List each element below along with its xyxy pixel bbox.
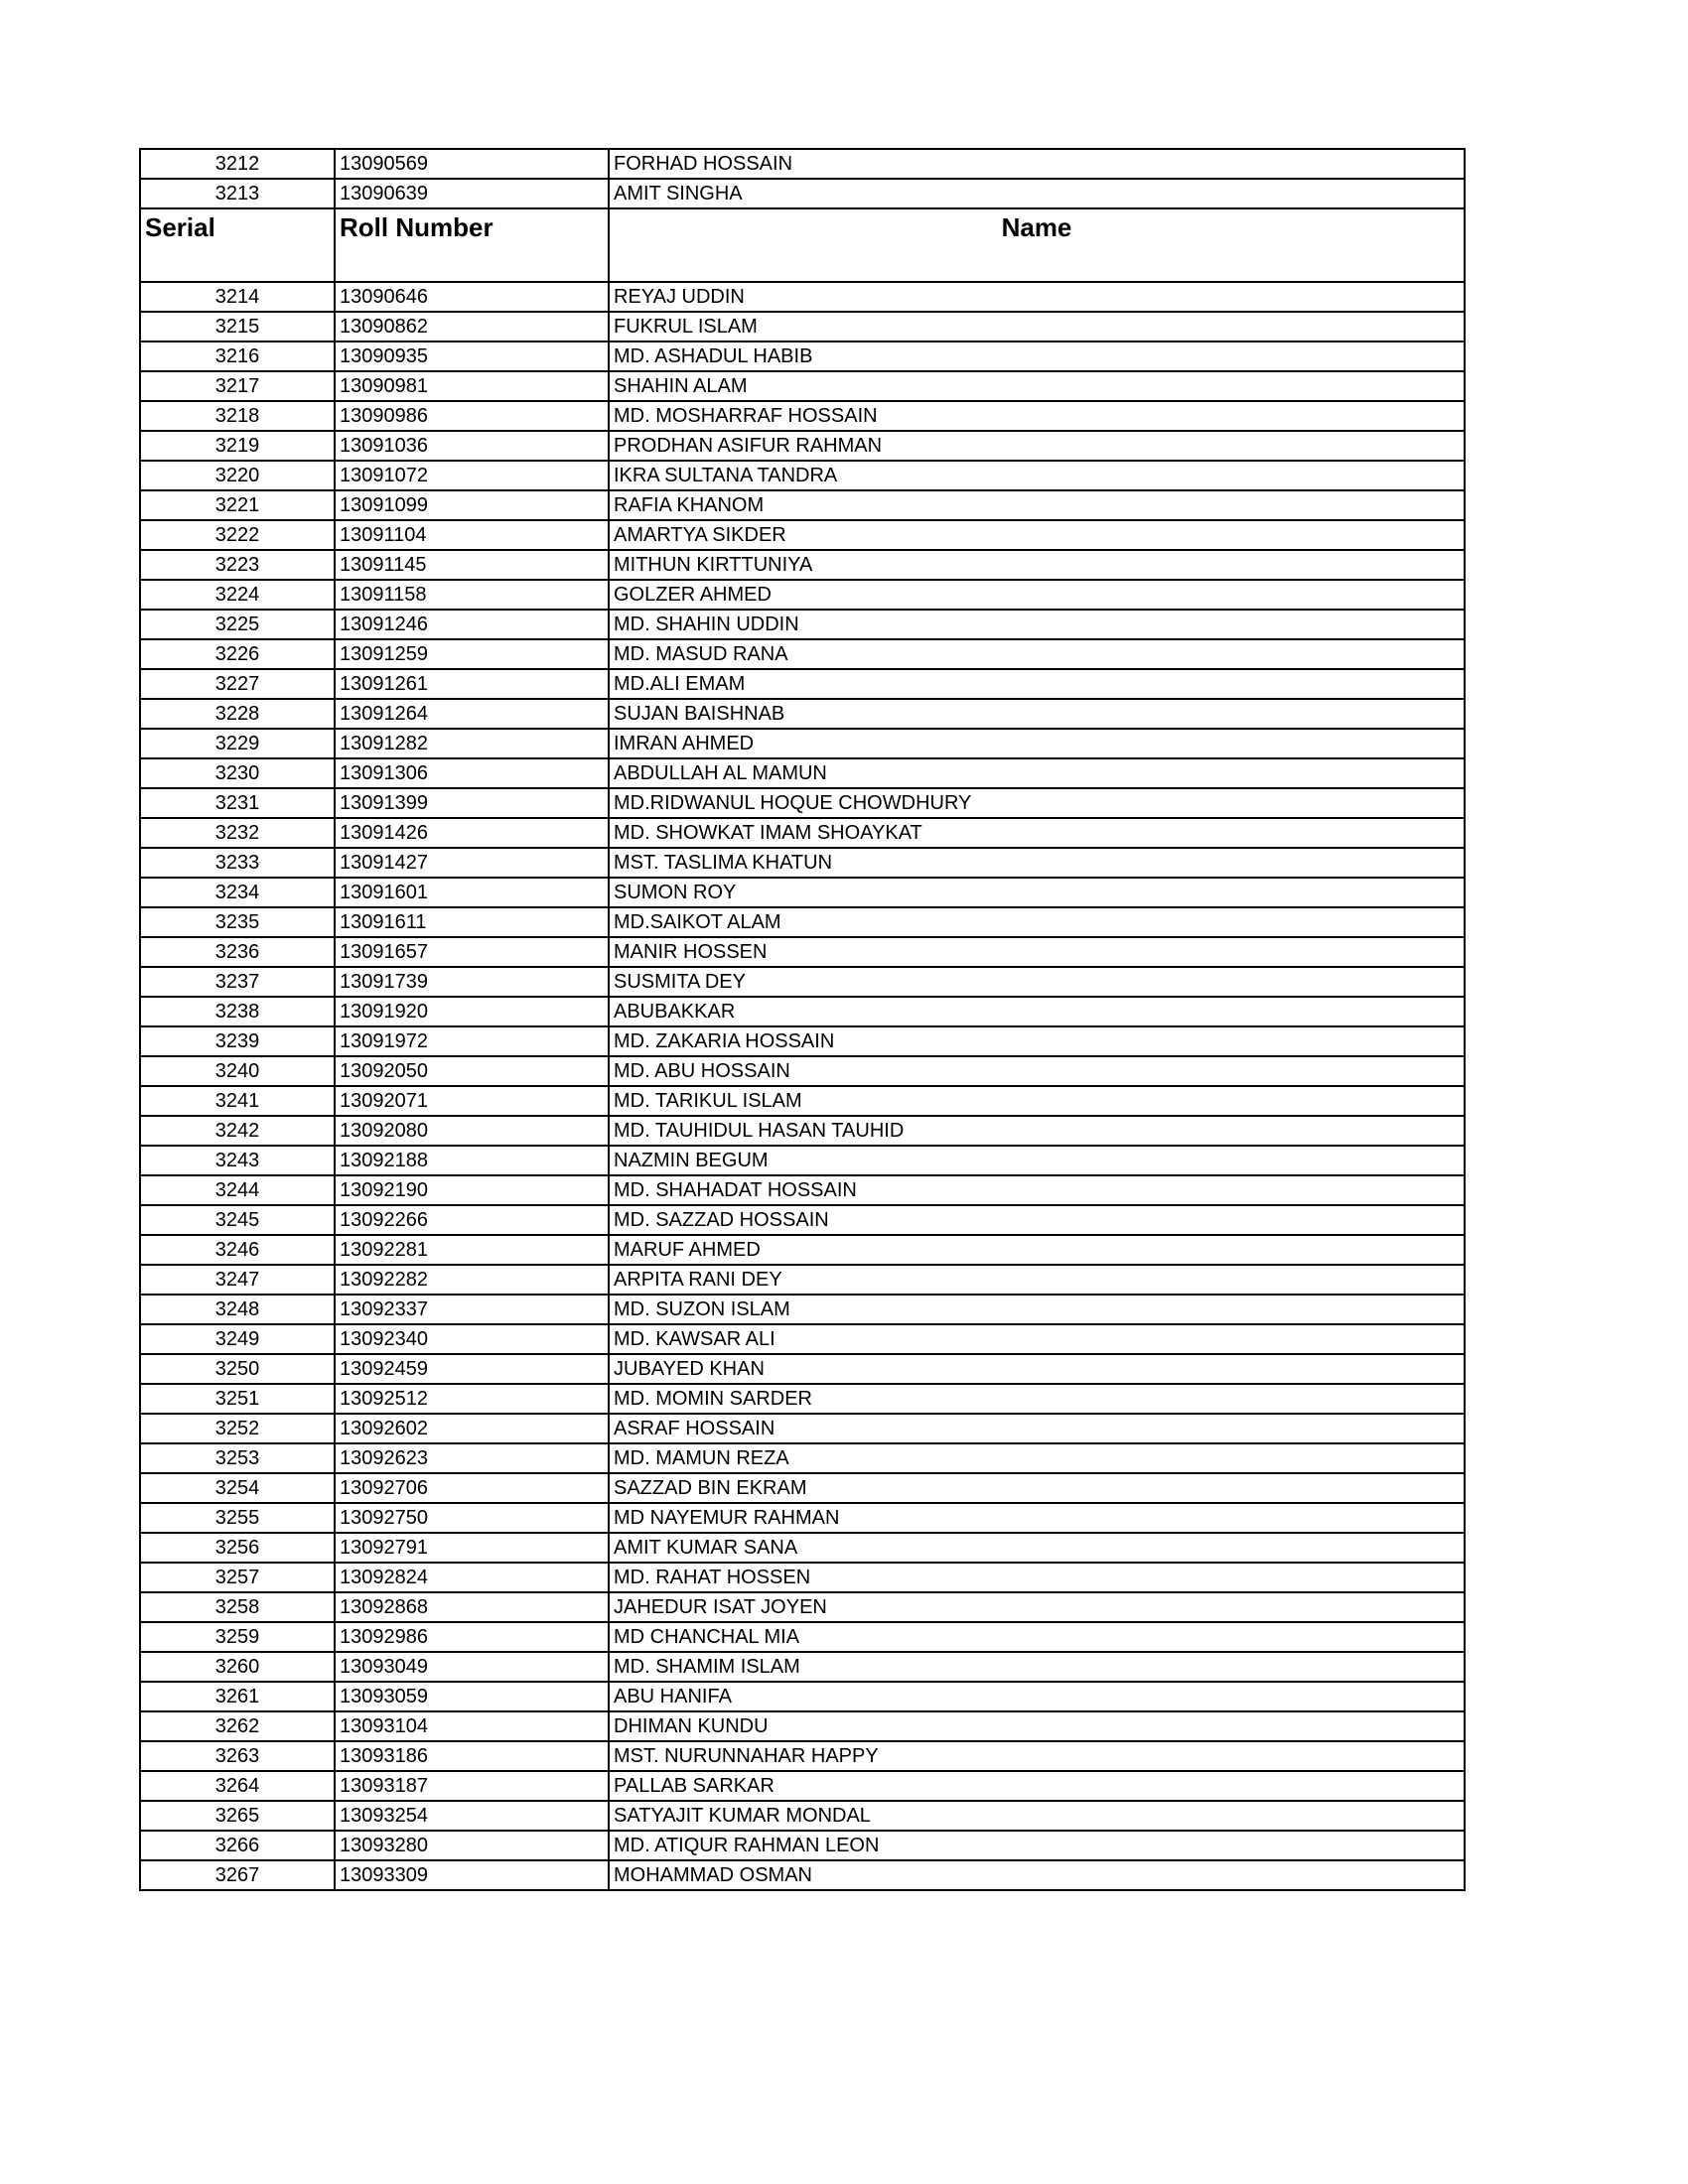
name-cell: IKRA SULTANA TANDRA — [609, 461, 1465, 490]
table-row — [140, 1622, 1465, 1652]
header-roll-number: Roll Number — [335, 208, 609, 271]
roll-number-cell: 13093059 — [335, 1682, 609, 1711]
table-row — [140, 1205, 1465, 1235]
serial-cell: 3227 — [140, 669, 335, 699]
roll-number-cell: 13091920 — [335, 997, 609, 1026]
roll-number-cell: 13090981 — [335, 371, 609, 401]
roll-number-cell: 13093104 — [335, 1711, 609, 1741]
serial-cell: 3233 — [140, 848, 335, 878]
roll-number-cell: 13091739 — [335, 967, 609, 997]
roll-number-cell: 13091036 — [335, 431, 609, 461]
roll-number-cell: 13092340 — [335, 1324, 609, 1354]
name-cell: MD. SAZZAD HOSSAIN — [609, 1205, 1465, 1235]
table-row — [140, 461, 1465, 490]
serial-cell: 3262 — [140, 1711, 335, 1741]
roll-number-cell: 13091104 — [335, 520, 609, 550]
serial-cell: 3231 — [140, 788, 335, 818]
name-cell: MST. NURUNNAHAR HAPPY — [609, 1741, 1465, 1771]
name-cell: MD. SUZON ISLAM — [609, 1295, 1465, 1324]
serial-cell: 3229 — [140, 729, 335, 758]
serial-cell: 3225 — [140, 610, 335, 639]
name-cell: JAHEDUR ISAT JOYEN — [609, 1592, 1465, 1622]
serial-cell: 3223 — [140, 550, 335, 580]
table-row — [140, 1443, 1465, 1473]
roll-number-cell: 13092706 — [335, 1473, 609, 1503]
serial-cell: 3263 — [140, 1741, 335, 1771]
name-cell: MD. SHAHIN UDDIN — [609, 610, 1465, 639]
serial-cell: 3251 — [140, 1384, 335, 1414]
table-row — [140, 669, 1465, 699]
roll-number-cell: 13092281 — [335, 1235, 609, 1265]
serial-cell: 3228 — [140, 699, 335, 729]
name-cell: SAZZAD BIN EKRAM — [609, 1473, 1465, 1503]
roll-number-cell: 13091145 — [335, 550, 609, 580]
table-row — [140, 312, 1465, 341]
serial-cell: 3264 — [140, 1771, 335, 1801]
roll-number-cell: 13092623 — [335, 1443, 609, 1473]
table-row — [140, 818, 1465, 848]
roll-number-cell: 13092071 — [335, 1086, 609, 1116]
name-cell: MD NAYEMUR RAHMAN — [609, 1503, 1465, 1533]
serial-cell: 3236 — [140, 937, 335, 967]
roll-number-cell: 13092337 — [335, 1295, 609, 1324]
name-cell: AMIT SINGHA — [609, 179, 1465, 208]
table-row — [140, 758, 1465, 788]
roll-number-cell: 13090862 — [335, 312, 609, 341]
table-row — [140, 997, 1465, 1026]
table-row — [140, 1711, 1465, 1741]
table-row — [140, 907, 1465, 937]
table-row — [140, 1295, 1465, 1324]
table-row — [140, 1056, 1465, 1086]
roll-number-cell: 13092080 — [335, 1116, 609, 1146]
serial-cell: 3217 — [140, 371, 335, 401]
roll-number-cell: 13093186 — [335, 1741, 609, 1771]
roll-number-cell: 13093187 — [335, 1771, 609, 1801]
roll-number-cell: 13092791 — [335, 1533, 609, 1563]
serial-cell: 3220 — [140, 461, 335, 490]
table-row — [140, 639, 1465, 669]
table-row — [140, 848, 1465, 878]
serial-cell: 3258 — [140, 1592, 335, 1622]
serial-cell: 3234 — [140, 878, 335, 907]
serial-cell: 3249 — [140, 1324, 335, 1354]
table-row — [140, 937, 1465, 967]
name-cell: MD. MOMIN SARDER — [609, 1384, 1465, 1414]
serial-cell: 3240 — [140, 1056, 335, 1086]
serial-cell: 3248 — [140, 1295, 335, 1324]
roll-number-cell: 13091611 — [335, 907, 609, 937]
serial-cell: 3243 — [140, 1146, 335, 1175]
name-cell: MD. SHAMIM ISLAM — [609, 1652, 1465, 1682]
main-rows — [140, 282, 1465, 1890]
serial-cell: 3241 — [140, 1086, 335, 1116]
serial-cell: 3222 — [140, 520, 335, 550]
name-cell: ABDULLAH AL MAMUN — [609, 758, 1465, 788]
name-cell: MD.ALI EMAM — [609, 669, 1465, 699]
table-row — [140, 1652, 1465, 1682]
serial-cell: 3224 — [140, 580, 335, 610]
name-cell: JUBAYED KHAN — [609, 1354, 1465, 1384]
roll-number-cell: 13091426 — [335, 818, 609, 848]
serial-cell: 3212 — [140, 149, 335, 179]
roll-number-cell: 13092868 — [335, 1592, 609, 1622]
name-cell: AMARTYA SIKDER — [609, 520, 1465, 550]
roll-number-cell: 13093309 — [335, 1860, 609, 1890]
table-row — [140, 179, 1465, 208]
name-cell: MST. TASLIMA KHATUN — [609, 848, 1465, 878]
serial-cell: 3216 — [140, 341, 335, 371]
serial-cell: 3215 — [140, 312, 335, 341]
roll-number-cell: 13091972 — [335, 1026, 609, 1056]
table-row — [140, 1235, 1465, 1265]
roll-number-cell: 13091158 — [335, 580, 609, 610]
name-cell: MD. ATIQUR RAHMAN LEON — [609, 1831, 1465, 1860]
roll-number-cell: 13092602 — [335, 1414, 609, 1443]
name-cell: PALLAB SARKAR — [609, 1771, 1465, 1801]
serial-cell: 3255 — [140, 1503, 335, 1533]
serial-cell: 3214 — [140, 282, 335, 312]
serial-cell: 3253 — [140, 1443, 335, 1473]
header-serial: Serial — [140, 208, 335, 271]
name-cell: IMRAN AHMED — [609, 729, 1465, 758]
table-row — [140, 490, 1465, 520]
header-spacer-cell — [609, 271, 1465, 282]
roll-number-cell: 13091099 — [335, 490, 609, 520]
name-cell: REYAJ UDDIN — [609, 282, 1465, 312]
header-row — [140, 208, 1465, 271]
name-cell: MD. SHAHADAT HOSSAIN — [609, 1175, 1465, 1205]
table-row — [140, 431, 1465, 461]
serial-cell: 3265 — [140, 1801, 335, 1831]
name-cell: RAFIA KHANOM — [609, 490, 1465, 520]
roll-number-cell: 13092050 — [335, 1056, 609, 1086]
table-row — [140, 520, 1465, 550]
table-row — [140, 1473, 1465, 1503]
name-cell: MANIR HOSSEN — [609, 937, 1465, 967]
roll-number-cell: 13090569 — [335, 149, 609, 179]
serial-cell: 3259 — [140, 1622, 335, 1652]
name-cell: MD. ZAKARIA HOSSAIN — [609, 1026, 1465, 1056]
table-row — [140, 788, 1465, 818]
name-cell: MD. MAMUN REZA — [609, 1443, 1465, 1473]
table-row — [140, 1860, 1465, 1890]
table-row — [140, 699, 1465, 729]
serial-cell: 3230 — [140, 758, 335, 788]
table-row — [140, 401, 1465, 431]
table-row — [140, 878, 1465, 907]
results-table — [139, 148, 1466, 1891]
name-cell: MD. TARIKUL ISLAM — [609, 1086, 1465, 1116]
roll-number-cell: 13090646 — [335, 282, 609, 312]
roll-number-cell: 13092512 — [335, 1384, 609, 1414]
roll-number-cell: 13091657 — [335, 937, 609, 967]
serial-cell: 3244 — [140, 1175, 335, 1205]
table-row — [140, 1324, 1465, 1354]
header-spacer-cell — [335, 271, 609, 282]
table-header — [140, 208, 1465, 282]
serial-cell: 3218 — [140, 401, 335, 431]
roll-number-cell: 13091427 — [335, 848, 609, 878]
roll-number-cell: 13091072 — [335, 461, 609, 490]
name-cell: MD. RAHAT HOSSEN — [609, 1563, 1465, 1592]
header-spacer-cell — [140, 271, 335, 282]
pre-header-rows — [140, 149, 1465, 208]
table-row — [140, 282, 1465, 312]
table-row — [140, 371, 1465, 401]
table-row — [140, 1741, 1465, 1771]
roll-number-cell: 13092282 — [335, 1265, 609, 1295]
serial-cell: 3267 — [140, 1860, 335, 1890]
table-row — [140, 1771, 1465, 1801]
name-cell: ARPITA RANI DEY — [609, 1265, 1465, 1295]
table-row — [140, 1831, 1465, 1860]
header-spacer-row — [140, 271, 1465, 282]
name-cell: MD. TAUHIDUL HASAN TAUHID — [609, 1116, 1465, 1146]
roll-number-cell: 13092824 — [335, 1563, 609, 1592]
roll-number-cell: 13092459 — [335, 1354, 609, 1384]
table-row — [140, 1503, 1465, 1533]
table-row — [140, 1354, 1465, 1384]
name-cell: MD. MOSHARRAF HOSSAIN — [609, 401, 1465, 431]
serial-cell: 3254 — [140, 1473, 335, 1503]
table-row — [140, 1265, 1465, 1295]
serial-cell: 3246 — [140, 1235, 335, 1265]
name-cell: MD. KAWSAR ALI — [609, 1324, 1465, 1354]
serial-cell: 3213 — [140, 179, 335, 208]
name-cell: ABU HANIFA — [609, 1682, 1465, 1711]
table-row — [140, 1384, 1465, 1414]
name-cell: NAZMIN BEGUM — [609, 1146, 1465, 1175]
name-cell: AMIT KUMAR SANA — [609, 1533, 1465, 1563]
name-cell: MD. ASHADUL HABIB — [609, 341, 1465, 371]
serial-cell: 3221 — [140, 490, 335, 520]
roll-number-cell: 13092986 — [335, 1622, 609, 1652]
table-row — [140, 967, 1465, 997]
table-row — [140, 341, 1465, 371]
table-row — [140, 1682, 1465, 1711]
serial-cell: 3247 — [140, 1265, 335, 1295]
roll-number-cell: 13091601 — [335, 878, 609, 907]
name-cell: DHIMAN KUNDU — [609, 1711, 1465, 1741]
roll-number-cell: 13090935 — [335, 341, 609, 371]
header-name: Name — [609, 208, 1465, 271]
roll-number-cell: 13091246 — [335, 610, 609, 639]
roll-number-cell: 13092190 — [335, 1175, 609, 1205]
roll-number-cell: 13092266 — [335, 1205, 609, 1235]
name-cell: MD.RIDWANUL HOQUE CHOWDHURY — [609, 788, 1465, 818]
name-cell: SATYAJIT KUMAR MONDAL — [609, 1801, 1465, 1831]
serial-cell: 3260 — [140, 1652, 335, 1682]
name-cell: ABUBAKKAR — [609, 997, 1465, 1026]
name-cell: MARUF AHMED — [609, 1235, 1465, 1265]
serial-cell: 3256 — [140, 1533, 335, 1563]
serial-cell: 3238 — [140, 997, 335, 1026]
roll-number-cell: 13093049 — [335, 1652, 609, 1682]
serial-cell: 3252 — [140, 1414, 335, 1443]
roll-number-cell: 13091264 — [335, 699, 609, 729]
roll-number-cell: 13091399 — [335, 788, 609, 818]
roll-number-cell: 13093280 — [335, 1831, 609, 1860]
name-cell: GOLZER AHMED — [609, 580, 1465, 610]
roll-number-cell: 13090639 — [335, 179, 609, 208]
table-row — [140, 1146, 1465, 1175]
name-cell: SUSMITA DEY — [609, 967, 1465, 997]
table-row — [140, 1026, 1465, 1056]
name-cell: MD CHANCHAL MIA — [609, 1622, 1465, 1652]
table-row — [140, 1086, 1465, 1116]
name-cell: SUMON ROY — [609, 878, 1465, 907]
roll-number-cell: 13091261 — [335, 669, 609, 699]
table-row — [140, 1801, 1465, 1831]
name-cell: FUKRUL ISLAM — [609, 312, 1465, 341]
table-row — [140, 580, 1465, 610]
table-row — [140, 1175, 1465, 1205]
table-row — [140, 1592, 1465, 1622]
table-row — [140, 550, 1465, 580]
table-row — [140, 1116, 1465, 1146]
serial-cell: 3237 — [140, 967, 335, 997]
serial-cell: 3226 — [140, 639, 335, 669]
name-cell: SHAHIN ALAM — [609, 371, 1465, 401]
roll-number-cell: 13091306 — [335, 758, 609, 788]
name-cell: MD. MASUD RANA — [609, 639, 1465, 669]
serial-cell: 3261 — [140, 1682, 335, 1711]
table-row — [140, 1414, 1465, 1443]
name-cell: MITHUN KIRTTUNIYA — [609, 550, 1465, 580]
serial-cell: 3219 — [140, 431, 335, 461]
table-row — [140, 149, 1465, 179]
serial-cell: 3235 — [140, 907, 335, 937]
serial-cell: 3250 — [140, 1354, 335, 1384]
name-cell: MD. ABU HOSSAIN — [609, 1056, 1465, 1086]
table-row — [140, 729, 1465, 758]
table-row — [140, 1563, 1465, 1592]
serial-cell: 3266 — [140, 1831, 335, 1860]
serial-cell: 3245 — [140, 1205, 335, 1235]
name-cell: ASRAF HOSSAIN — [609, 1414, 1465, 1443]
serial-cell: 3239 — [140, 1026, 335, 1056]
name-cell: MOHAMMAD OSMAN — [609, 1860, 1465, 1890]
roll-number-cell: 13091259 — [335, 639, 609, 669]
roll-number-cell: 13093254 — [335, 1801, 609, 1831]
serial-cell: 3257 — [140, 1563, 335, 1592]
roll-number-cell: 13091282 — [335, 729, 609, 758]
serial-cell: 3242 — [140, 1116, 335, 1146]
serial-cell: 3232 — [140, 818, 335, 848]
table-row — [140, 610, 1465, 639]
name-cell: PRODHAN ASIFUR RAHMAN — [609, 431, 1465, 461]
name-cell: FORHAD HOSSAIN — [609, 149, 1465, 179]
name-cell: MD. SHOWKAT IMAM SHOAYKAT — [609, 818, 1465, 848]
roll-number-cell: 13092750 — [335, 1503, 609, 1533]
roll-number-cell: 13092188 — [335, 1146, 609, 1175]
name-cell: MD.SAIKOT ALAM — [609, 907, 1465, 937]
name-cell: SUJAN BAISHNAB — [609, 699, 1465, 729]
table-row — [140, 1533, 1465, 1563]
roll-number-cell: 13090986 — [335, 401, 609, 431]
